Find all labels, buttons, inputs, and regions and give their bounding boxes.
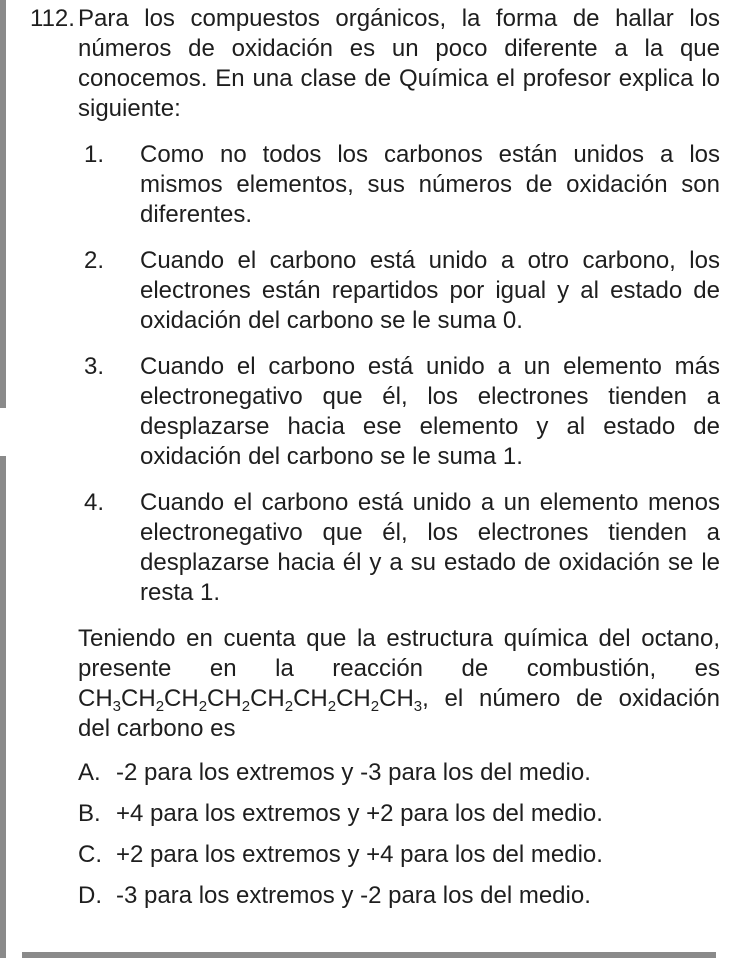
left-margin-bar-bottom (0, 456, 6, 958)
option-a[interactable] (78, 758, 720, 788)
option-letter: D. (78, 882, 102, 909)
question-stem (78, 624, 720, 744)
option-text: +4 para los extremos y +2 para los del medio. (116, 800, 603, 827)
option-text: -3 para los extremos y -2 para los del medio. (116, 882, 591, 909)
rule-text: Cuando el carbono está unido a otro carbono, los electrones están repartidos por igual y al estado de oxidación del carbono se le suma 0. (140, 247, 720, 334)
rule-text: Como no todos los carbonos están unidos a los mismos elementos, sus números de oxidación son diferentes. (140, 141, 720, 228)
rule-number: 2. (84, 247, 105, 274)
option-letter: A. (78, 759, 101, 786)
formula-group: $CH_2$ (250, 685, 294, 715)
answer-options (78, 758, 720, 911)
option-text: -2 para los extremos y -3 para los del medio. (116, 759, 591, 786)
octane-formula (78, 685, 423, 715)
option-d[interactable] (78, 881, 720, 911)
formula-group: $CH_3$ (379, 685, 423, 715)
option-letter: C. (78, 841, 102, 868)
bottom-rule (22, 952, 716, 958)
rule-item (30, 488, 720, 608)
option-c[interactable] (78, 840, 720, 870)
formula-group: $CH_2$ (336, 685, 380, 715)
rule-item (30, 246, 720, 336)
rule-item (30, 352, 720, 472)
question-number: 112. (30, 5, 75, 32)
rule-number: 1. (84, 141, 105, 168)
rule-item (30, 140, 720, 230)
rules-list (30, 140, 720, 608)
formula-group: $CH_3$ (78, 685, 122, 715)
question-intro: Para los compuestos orgánicos, la forma de hallar los números de oxidación es un poco diferente a la que conocemos. En una clase de Química el profesor explica lo siguiente: (78, 5, 720, 122)
question-header (30, 4, 720, 124)
question-block (30, 4, 720, 922)
formula-group: $CH_2$ (164, 685, 208, 715)
formula-group: $CH_2$ (293, 685, 337, 715)
option-text: +2 para los extremos y +4 para los del medio. (116, 841, 603, 868)
stem-text-before: Teniendo en cuenta que la estructura química del octano, presente en la reacción de combustión, es (78, 625, 720, 682)
rule-text: Cuando el carbono está unido a un elemento más electronegativo que él, los electrones tienden a desplazarse hacia ese elemento y al estado de oxidación del carbono se le suma 1. (140, 353, 720, 470)
rule-number: 4. (84, 489, 105, 516)
formula-group: $CH_2$ (207, 685, 251, 715)
stem-text-after: , el número de oxidación del carbono es (78, 685, 720, 742)
left-margin-bar-top (0, 0, 6, 408)
rule-number: 3. (84, 353, 105, 380)
option-b[interactable] (78, 799, 720, 829)
rule-text: Cuando el carbono está unido a un elemento menos electronegativo que él, los electrones tienden a desplazarse hacia él y a su estado de oxidación se le resta 1. (140, 489, 720, 606)
formula-group: $CH_2$ (121, 685, 165, 715)
option-letter: B. (78, 800, 101, 827)
